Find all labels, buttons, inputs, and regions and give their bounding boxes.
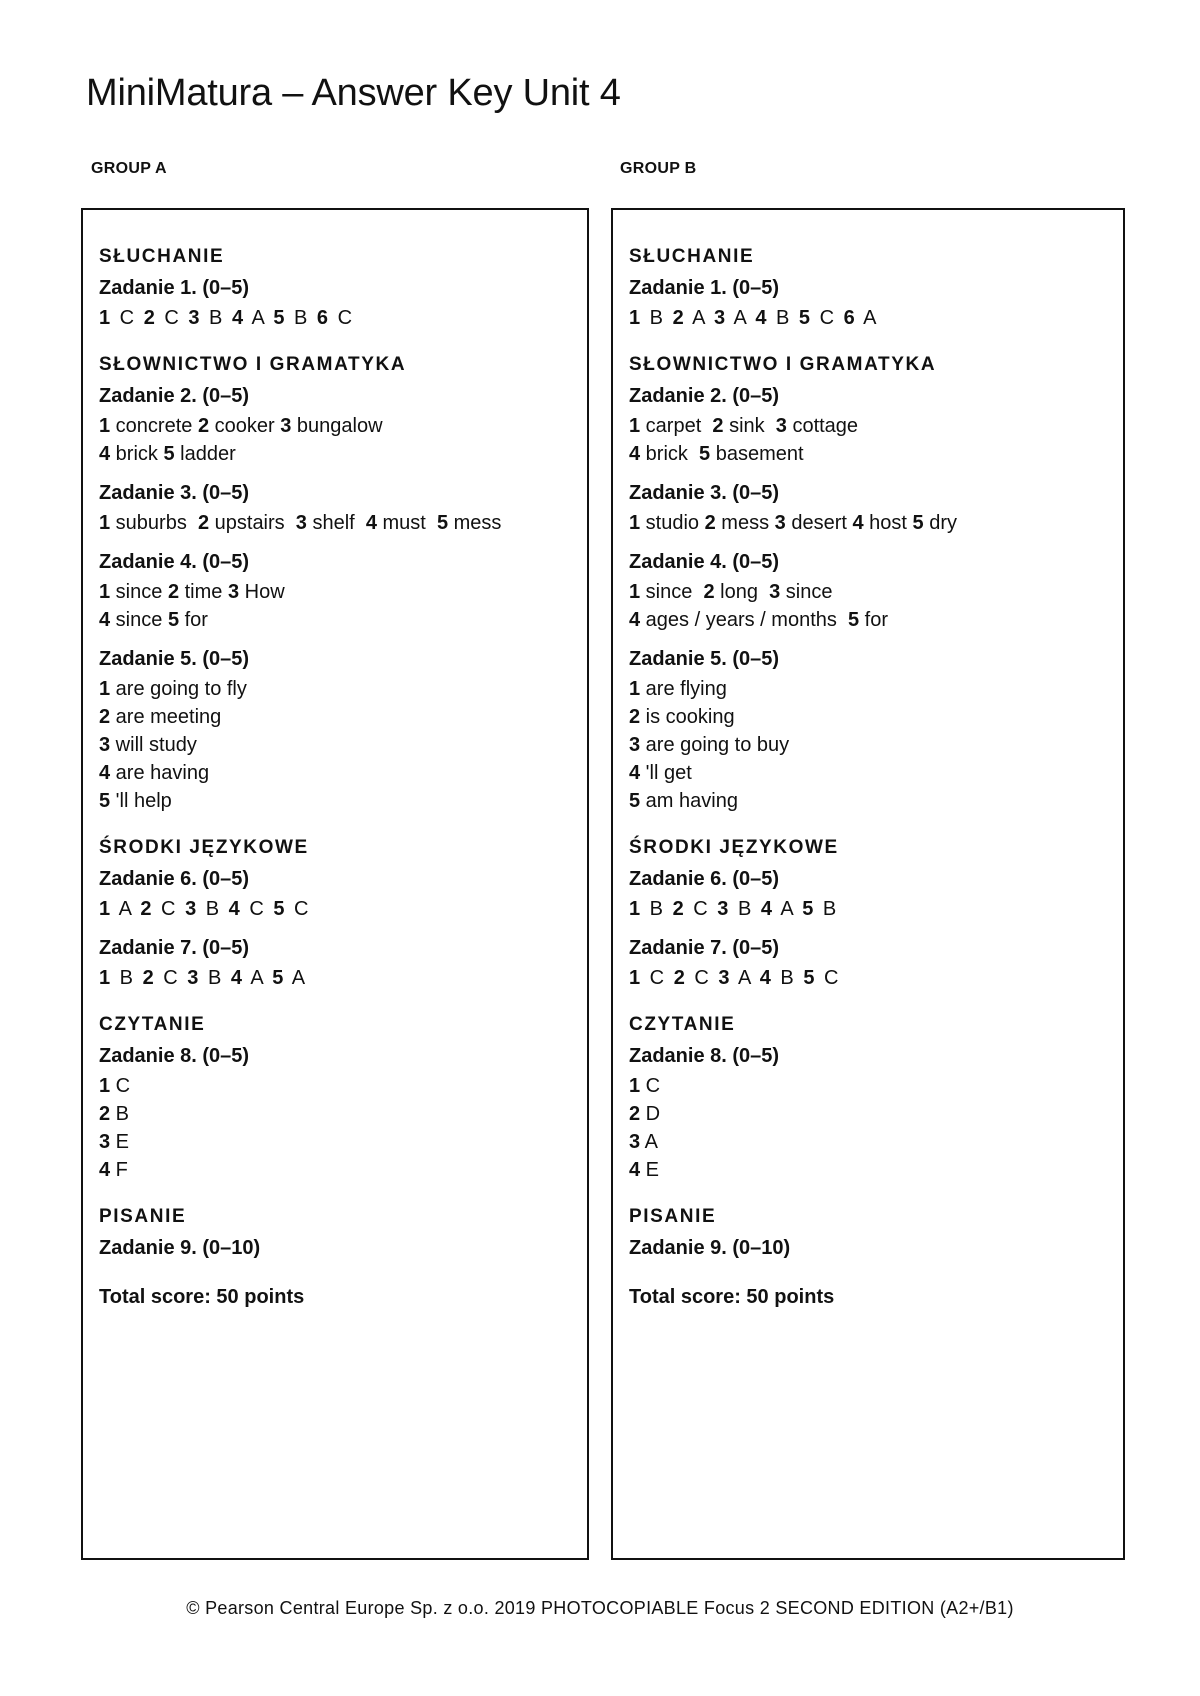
answers-5-line: 2 are meeting <box>99 706 222 728</box>
section-pisanie: PISANIE <box>629 1206 717 1227</box>
page-title: MiniMatura – Answer Key Unit 4 <box>86 72 621 114</box>
answers-5-line: 4 'll get <box>629 762 692 784</box>
group-a-label: GROUP A <box>91 160 167 177</box>
answers-8-line: 2 D <box>629 1103 661 1125</box>
section-srodki: ŚRODKI JĘZYKOWE <box>629 837 839 858</box>
answers-8-line: 4 F <box>99 1159 128 1181</box>
answers-4-line-2: 4 ages / years / months 5 for <box>629 609 889 631</box>
section-slownictwo: SŁOWNICTWO I GRAMATYKA <box>629 354 937 375</box>
answers-3-line-1: 1 studio 2 mess 3 desert 4 host 5 dry <box>629 512 957 534</box>
answers-8-line: 2 B <box>99 1103 130 1125</box>
task-8: Zadanie 8. (0–5) <box>629 1045 780 1067</box>
answers-5-line: 3 will study <box>99 734 197 756</box>
task-8: Zadanie 8. (0–5) <box>99 1045 250 1067</box>
task-7: Zadanie 7. (0–5) <box>629 937 780 959</box>
section-slownictwo: SŁOWNICTWO I GRAMATYKA <box>99 354 407 375</box>
copyright-footer: © Pearson Central Europe Sp. z o.o. 2019 PHOTOCOPIABLE Focus 2 SECOND EDITION (A2+/B1) <box>186 1598 1014 1618</box>
group-b-box <box>611 208 1125 1560</box>
answers-5-line: 4 are having <box>99 762 210 784</box>
section-czytanie: CZYTANIE <box>629 1014 736 1035</box>
answers-7: 1 B 2 C 3 B 4 A 5 A <box>99 967 308 989</box>
answers-4-line-1: 1 since 2 long 3 since <box>629 581 833 603</box>
task-3: Zadanie 3. (0–5) <box>629 482 780 504</box>
group-a-box <box>81 208 589 1560</box>
answers-5-line: 5 am having <box>629 790 738 812</box>
answers-6: 1 A 2 C 3 B 4 C 5 C <box>99 898 311 920</box>
task-1: Zadanie 1. (0–5) <box>629 277 780 299</box>
group-b-label: GROUP B <box>620 160 697 177</box>
answers-2-line-1: 1 concrete 2 cooker 3 bungalow <box>99 415 383 437</box>
task-4: Zadanie 4. (0–5) <box>99 551 250 573</box>
task-5: Zadanie 5. (0–5) <box>99 648 250 670</box>
answers-6: 1 B 2 C 3 B 4 A 5 B <box>629 898 839 920</box>
task-9: Zadanie 9. (0–10) <box>99 1237 261 1259</box>
task-2: Zadanie 2. (0–5) <box>99 385 250 407</box>
total-score: Total score: 50 points <box>629 1286 835 1308</box>
task-6: Zadanie 6. (0–5) <box>629 868 780 890</box>
section-pisanie: PISANIE <box>99 1206 187 1227</box>
answers-5-line: 2 is cooking <box>629 706 735 728</box>
answers-5-line: 1 are going to fly <box>99 678 247 700</box>
answers-8-line: 3 A <box>629 1131 658 1153</box>
answers-8-line: 1 C <box>99 1075 131 1097</box>
answers-3-line-1: 1 suburbs 2 upstairs 3 shelf 4 must 5 mess <box>99 512 502 534</box>
task-3: Zadanie 3. (0–5) <box>99 482 250 504</box>
answers-4-line-1: 1 since 2 time 3 How <box>99 581 285 603</box>
answers-2-line-2: 4 brick 5 ladder <box>99 443 236 465</box>
answers-8-line: 1 C <box>629 1075 661 1097</box>
task-7: Zadanie 7. (0–5) <box>99 937 250 959</box>
answers-5-line: 5 'll help <box>99 790 172 812</box>
answers-4-line-2: 4 since 5 for <box>99 609 208 631</box>
section-sluchanie: SŁUCHANIE <box>629 246 755 267</box>
answers-1: 1 C 2 C 3 B 4 A 5 B 6 C <box>99 307 355 329</box>
answers-8-line: 4 E <box>629 1159 660 1181</box>
task-1: Zadanie 1. (0–5) <box>99 277 250 299</box>
section-czytanie: CZYTANIE <box>99 1014 206 1035</box>
answers-7: 1 C 2 C 3 A 4 B 5 C <box>629 967 841 989</box>
answers-8-line: 3 E <box>99 1131 130 1153</box>
answers-1: 1 B 2 A 3 A 4 B 5 C 6 A <box>629 307 879 329</box>
answers-5-line: 3 are going to buy <box>629 734 790 756</box>
task-6: Zadanie 6. (0–5) <box>99 868 250 890</box>
section-srodki: ŚRODKI JĘZYKOWE <box>99 837 309 858</box>
task-4: Zadanie 4. (0–5) <box>629 551 780 573</box>
answers-5-line: 1 are flying <box>629 678 727 700</box>
answers-2-line-1: 1 carpet 2 sink 3 cottage <box>629 415 859 437</box>
task-2: Zadanie 2. (0–5) <box>629 385 780 407</box>
task-9: Zadanie 9. (0–10) <box>629 1237 791 1259</box>
answers-2-line-2: 4 brick 5 basement <box>629 443 804 465</box>
task-5: Zadanie 5. (0–5) <box>629 648 780 670</box>
section-sluchanie: SŁUCHANIE <box>99 246 225 267</box>
total-score: Total score: 50 points <box>99 1286 305 1308</box>
